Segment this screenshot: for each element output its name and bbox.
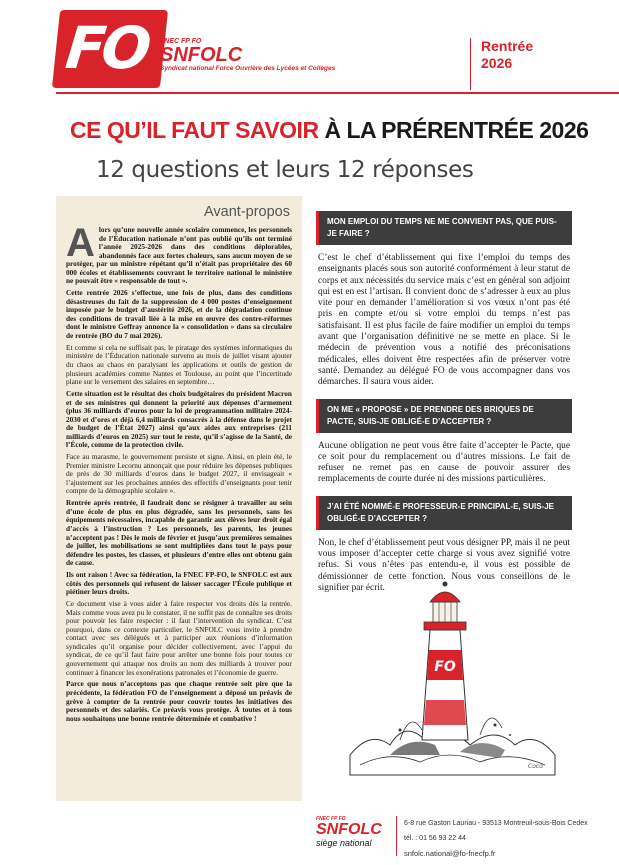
foreword-paragraph: Cette situation est le résultat des choix budgétaires du président Macron et de ses ministres qui donnent la priorité aux dépenses d’armement (plus 36 milliards d’euros pour la loi de programmation militaire 2024-2030 et d’ores et déjà 6,4 milliards consacrés à la défense dans le projet de budget de l’État 2027) ainsi qu’aux aides aux entreprises (211 milliards d’euros en 2025) sur tout le reste, qu’il s’agisse de la Santé, de l’École, comme de la protection civile. <box>66 389 292 450</box>
foreword-column <box>56 196 302 801</box>
foreword-paragraph: Ce document vise à vous aider à faire respecter vos droits dès la rentrée. Mais comme vous avez pu le constater, il ne suffit pas de connaître ses droits pour pouvoir les faire respecter : il faut l’intervention du syndicat. C’est pourquoi, dans ce contexte particulier, le SNFOLC vous invite à prendre contact avec ses délégués et à participer aux réunions d’information syndicales qu’il organise pour décider collectivement, avec l’appui du syndicat, de ce qu’il faut faire pour arrêter une bonne fois pour toutes ce gouvernement qui attaque nos droits au nom des milliards à trouver pour continuer à financer les exonérations patronales et l’économie de guerre. <box>66 599 292 677</box>
footer-phone: tél. : 01 56 93 22 44 <box>404 835 466 842</box>
foreword-paragraph: Cette rentrée 2026 s’effectue, une fois de plus, dans des conditions désastreuses du fait de la suppression de 4 000 postes d’enseignement imposée par le budget d’austérité 2026, et de la dégradation continue des conditions de travail liée à la mise en œuvre des contre-réformes dont le ministre Geffray annonce la « consolidation » dans sa circulaire de rentrée (BO du 7 mai 2026). <box>66 288 292 340</box>
page-title: CE QU’IL FAUT SAVOIR À LA PRÉRENTRÉE 2026 <box>70 117 589 143</box>
fo-logo: FO <box>52 10 168 88</box>
footer-divider <box>396 816 397 856</box>
answer-text: C’est le chef d’établissement qui fixe l’emploi du temps des enseignants placés sous son autorité conformément à leur statut de corps et aux nécessités du service mais c’est en général son adjoint qui est en est l’artisan. Il convient donc de s’adresser à eux au plus vite pour en demander l’amélioration si vos vœux n’ont pas été pris en compte et/ou si votre emploi du temps n’est pas satisfaisant. Il est plus facile de faire modifier un emploi du temps avant que l’organisation définitive ne se mette en place. Si le médecin de prévention vous a notifié des préconisations médicales, elles doivent être respectées afin de préserver votre santé. Demandez au délégué FO de vous accompagner dans vos démarches. Il saura vous aider. <box>318 253 570 388</box>
page-footer <box>310 810 619 865</box>
question-heading: J’AI ÉTÉ NOMMÉ-E PROFESSEUR-E PRINCIPAL-E, SUIS-JE OBLIGÉ-E D’ACCEPTER ? <box>316 496 572 530</box>
drop-cap: A <box>66 221 95 265</box>
foreword-heading: Avant-propos <box>204 204 290 220</box>
footer-contact <box>404 816 588 861</box>
page-subtitle: 12 questions et leurs 12 réponses <box>96 157 474 183</box>
answer-text: Aucune obligation ne peut vous être faite d’accepter le Pacte, que ce soit pour du remplacement ou d’autres missions. Le fait de refuser ne remet pas en cause de pouvoir assurer des remplacements de courte durée ni des missions particulières. <box>318 440 570 485</box>
footer-address: 6-8 rue Gaston Lauriau - 93513 Montreuil-sous-Bois Cedex <box>404 820 588 827</box>
foreword-paragraph: Alors qu’une nouvelle année scolaire commence, les personnels de l’Éducation nationale n’ont pas oublié qu’ils ont terminé l’année 2025-2026 dans des conditions déplorables, abandonnés face aux fortes chaleurs, sans aucun moyen de se protéger, par un ministre répétant qu’il n’était pas propriétaire des 60 000 écoles et établissements couvrant le territoire national le ministère ne pouvait être « responsable de tout ». <box>66 221 292 286</box>
foreword-paragraph: Rentrée après rentrée, il faudrait donc se résigner à travailler au sein d’une école de plus en plus dégradée, sans les personnels, sans les équipements nécessaires, incapable de garantir aux élèves leur droit égal d’accès à l’instruction ? Les personnels, les parents, les jeunes n’acceptent pas ! Dès le mois de février et jusqu’aux premières semaines de juillet, les mobilisations se sont multipliées dans tout le pays pour défendre les postes, les classes, et plusieurs d’entre elles ont obtenu gain de cause. <box>66 498 292 568</box>
foreword-paragraph: Parce que nous n’acceptons pas que chaque rentrée soit pire que la précédente, la fédération FO de l’enseignement a déposé un préavis de grève à compter de la rentrée pour couvrir toutes les initiatives des personnels et des salariés. Ce préavis vous protège. À toutes et à tous nous souhaitons une bonne rentrée déterminée et combative ! <box>66 679 292 723</box>
snfolc-brand <box>160 38 335 72</box>
foreword-paragraph: Face au marasme, le gouvernement persiste et signe. Ainsi, en plein été, le Premier ministre Lecornu annonçait que pour réduire les dépenses publiques de près de 30 milliards d’euros dans le budget 2027, il envisageait « l’ajustement sur les prochaines années des effectifs d’enseignants pour tenir compte de la démographie scolaire ». <box>66 452 292 496</box>
brand-federation: FNEC FP FO <box>160 38 202 45</box>
lighthouse-illustration <box>330 540 570 795</box>
lighthouse-fo-label: FO <box>434 659 456 675</box>
foreword-paragraph: Ils ont raison ! Avec sa fédération, la FNEC FP-FO, le SNFOLC est aux côtés des personnels qui refusent de laisser saccager l’École publique et piétiner leurs droits. <box>66 570 292 597</box>
foreword-paragraph: Et comme si cela ne suffisait pas, le piratage des systèmes informatiques du ministère de l’Éducation nationale survenu au mois de juillet visant ajouter du chaos au chaos en paralysant les applications et outils de gestion de plusieurs académies comme Nantes et Toulouse, au point que l’incertitude plane sur le versement des salaires en septembre… <box>66 342 292 387</box>
footer-email-link[interactable]: snfolc.national@fo-fnecfp.fr <box>404 849 496 858</box>
header-divider <box>56 92 619 94</box>
illustration-signature: Coco <box>528 763 543 770</box>
question-heading: MON EMPLOI DU TEMPS NE ME CONVIENT PAS, QUE PUIS-JE FAIRE ? <box>316 211 572 245</box>
answer-text: Non, le chef d’établissement peut vous désigner PP, mais il ne peut vous imposer d’accepter cette charge si vous avez signifié votre refus. Si vous n’êtes pas entendu-e, il vous est possible de démissionner de cette fonction. Nous vous conseillons de le signifier par écrit. <box>318 537 570 593</box>
brand-name: SNFOLC <box>160 44 243 66</box>
rentree-label: Rentrée 2026 <box>470 38 533 90</box>
question-heading: ON ME « PROPOSE » DE PRENDRE DES BRIQUES DE PACTE, SUIS-JE OBLIGÉ-E D’ACCEPTER ? <box>316 399 572 433</box>
page-header <box>0 0 619 100</box>
footer-brand: FNEC FP FO SNFOLC siège national <box>316 816 382 848</box>
brand-subtitle: Syndicat national Force Ouvrière des Lycées et Collèges <box>160 65 336 72</box>
